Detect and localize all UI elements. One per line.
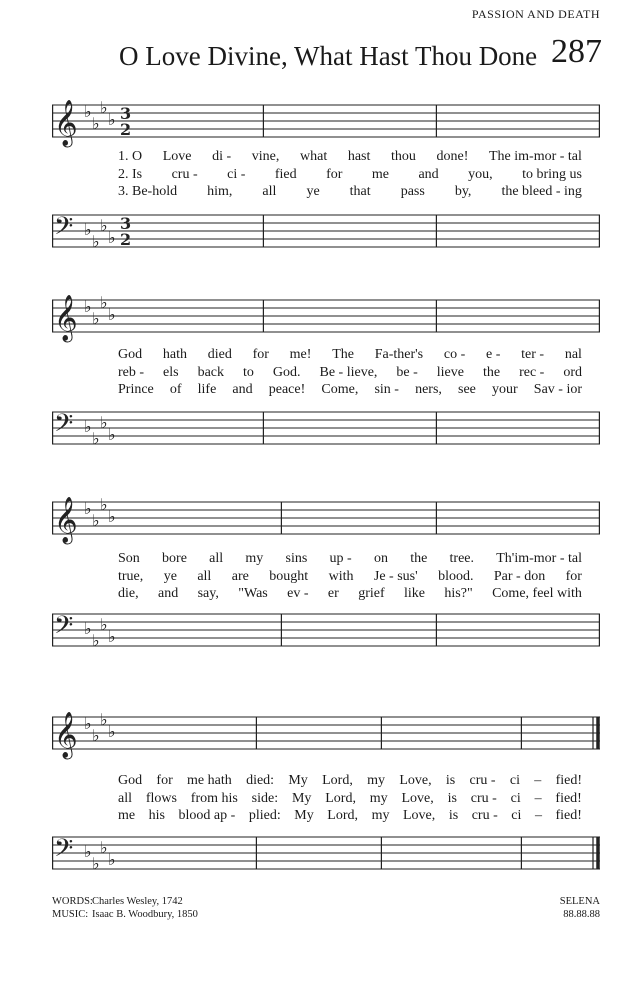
lyric-syllable: Love — [162, 149, 192, 164]
lyric-syllable: My — [294, 808, 314, 823]
lyric-syllable: me! — [289, 347, 312, 362]
lyric-syllable: blood ap - — [178, 808, 236, 823]
lyric-syllable: ci - — [227, 167, 246, 182]
lyric-syllable: Come, — [321, 382, 359, 397]
lyric-syllable: fied! — [555, 791, 582, 806]
meter: 88.88.88 — [563, 909, 600, 920]
flat-icon: ♭ — [108, 228, 116, 247]
lyric-syllable: nal — [564, 347, 582, 362]
bass-clef-icon: 𝄢 — [54, 409, 74, 444]
lyric-syllable: my — [245, 551, 264, 566]
lyric-syllable: is — [445, 773, 456, 788]
lyric-syllable: cru - — [469, 773, 496, 788]
lyric-syllable: is — [447, 791, 457, 806]
flat-icon: ♭ — [92, 429, 100, 448]
lyric-syllable: pass — [400, 184, 425, 199]
verse-3-line-3 — [118, 585, 582, 603]
lyric-syllable: 2. Is — [118, 167, 143, 182]
flat-icon: ♭ — [84, 102, 92, 121]
lyric-syllable: blood. — [438, 569, 474, 584]
flat-icon: ♭ — [108, 507, 116, 526]
flat-icon: ♭ — [92, 726, 100, 745]
lyric-syllable: that — [349, 184, 371, 199]
lyric-syllable: his — [148, 808, 165, 823]
lyric-syllable: me — [371, 167, 389, 182]
lyric-syllable: with — [328, 569, 354, 584]
lyric-syllable: Th'im-mor - tal — [496, 551, 582, 566]
verse-3-line-4 — [118, 807, 582, 825]
lyric-syllable: me hath — [187, 773, 232, 788]
bass-clef-icon: 𝄢 — [54, 212, 74, 247]
treble-clef-icon: 𝄞 — [54, 497, 78, 543]
lyric-syllable: – — [534, 808, 542, 823]
flat-icon: ♭ — [92, 511, 100, 530]
lyric-syllable: Son — [118, 551, 140, 566]
lyric-syllable: Par - don — [493, 569, 546, 584]
lyric-syllable: 1. O — [118, 149, 143, 164]
lyric-syllable: rec - — [519, 365, 545, 380]
flat-icon: ♭ — [100, 293, 108, 312]
lyric-syllable: sins — [285, 551, 308, 566]
lyric-syllable: on — [373, 551, 388, 566]
lyric-syllable: Fa-ther's — [374, 347, 424, 362]
flat-icon: ♭ — [84, 499, 92, 518]
lyric-syllable: Je - sus' — [373, 569, 418, 584]
music-label: MUSIC: — [52, 909, 89, 920]
lyric-syllable: for — [156, 773, 173, 788]
verse-1-line-1 — [118, 148, 582, 166]
lyric-syllable: died — [207, 347, 232, 362]
lyric-syllable: tree. — [449, 551, 475, 566]
flat-icon: ♭ — [84, 297, 92, 316]
flat-icon: ♭ — [92, 114, 100, 133]
bass-staff-system-2 — [52, 402, 600, 462]
flat-icon: ♭ — [108, 110, 116, 129]
lyric-syllable: Lord, — [327, 808, 359, 823]
lyric-syllable: of — [169, 382, 182, 397]
bass-clef-icon: 𝄢 — [54, 611, 74, 646]
lyric-syllable: all — [118, 791, 132, 806]
lyric-syllable: e - — [486, 347, 501, 362]
flat-icon: ♭ — [100, 615, 108, 634]
lyric-syllable: by, — [454, 184, 472, 199]
flat-icon: ♭ — [84, 714, 92, 733]
lyric-syllable: his?" — [444, 586, 473, 601]
lyric-syllable: Come, feel with — [492, 586, 582, 601]
time-signature-top: 3 — [120, 104, 132, 123]
time-signature-bottom: 2 — [120, 230, 132, 249]
music-credit — [52, 908, 198, 921]
lyric-syllable: is — [448, 808, 459, 823]
lyric-syllable: life — [197, 382, 217, 397]
tune-name: SELENA — [559, 896, 600, 907]
lyric-syllable: say, — [197, 586, 219, 601]
lyric-syllable: My — [291, 791, 312, 806]
lyric-syllable: the — [410, 551, 428, 566]
lyric-syllable: up - — [329, 551, 352, 566]
lyric-syllable: ter - — [521, 347, 545, 362]
lyric-syllable: all — [262, 184, 277, 199]
lyric-syllable: Love, — [403, 808, 436, 823]
treble-staff-system-2 — [52, 290, 600, 350]
flat-icon: ♭ — [92, 309, 100, 328]
lyric-syllable: ners, — [415, 382, 442, 397]
lyric-syllable: cru - — [471, 808, 498, 823]
lyric-syllable: you, — [468, 167, 493, 182]
lyric-syllable: plied: — [248, 808, 281, 823]
lyric-syllable: 3. Be-hold — [118, 184, 178, 199]
lyric-syllable: my — [367, 773, 386, 788]
lyric-syllable: cru - — [470, 791, 497, 806]
treble-clef-icon: 𝄞 — [54, 295, 78, 341]
lyric-syllable: to — [243, 365, 254, 380]
lyric-syllable: God — [118, 773, 143, 788]
lyric-syllable: done! — [436, 149, 469, 164]
lyric-syllable: The — [332, 347, 354, 362]
lyric-syllable: ci — [510, 791, 521, 806]
verse-2-line-3 — [118, 568, 582, 586]
bass-staff-system-3 — [52, 604, 600, 664]
lyric-syllable: like — [404, 586, 426, 601]
flat-icon: ♭ — [84, 619, 92, 638]
lyric-syllable: cru - — [171, 167, 198, 182]
lyric-syllable: all — [197, 569, 212, 584]
time-signature-top: 3 — [120, 214, 132, 233]
flat-icon: ♭ — [108, 425, 116, 444]
verse-3-line-2 — [118, 381, 582, 399]
lyric-syllable: Love, — [401, 791, 434, 806]
flat-icon: ♭ — [100, 838, 108, 857]
verse-2-line-4 — [118, 790, 582, 808]
lyric-syllable: sin - — [374, 382, 399, 397]
lyric-syllable: Lord, — [325, 791, 356, 806]
hymn-title: O Love Divine, What Hast Thou Done — [119, 41, 538, 71]
flat-icon: ♭ — [84, 417, 92, 436]
lyric-syllable: side: — [251, 791, 279, 806]
lyric-syllable: God. — [272, 365, 301, 380]
lyric-syllable: back — [197, 365, 225, 380]
lyric-syllable: me — [118, 808, 136, 823]
bass-staff-system-4 — [52, 827, 600, 887]
lyric-syllable: my — [369, 791, 388, 806]
flat-icon: ♭ — [100, 413, 108, 432]
lyric-syllable: to bring us — [522, 167, 582, 182]
lyric-syllable: hast — [347, 149, 371, 164]
words-credit — [52, 895, 183, 908]
lyric-syllable: els — [163, 365, 179, 380]
words-author: Charles Wesley, 1742 — [92, 896, 183, 907]
lyric-syllable: be - — [396, 365, 418, 380]
lyric-syllable: my — [371, 808, 390, 823]
verse-1-line-2 — [118, 346, 582, 364]
lyric-syllable: flows — [145, 791, 177, 806]
lyric-syllable: reb - — [118, 365, 145, 380]
lyric-syllable: The im-mor - tal — [489, 149, 582, 164]
treble-clef-icon: 𝄞 — [54, 100, 78, 146]
flat-icon: ♭ — [92, 232, 100, 251]
lyric-syllable: ye — [306, 184, 320, 199]
lyric-syllable: Sav - ior — [533, 382, 582, 397]
flat-icon: ♭ — [92, 854, 100, 873]
lyric-syllable: vine, — [251, 149, 280, 164]
lyric-syllable: fied — [274, 167, 297, 182]
flat-icon: ♭ — [84, 842, 92, 861]
lyric-syllable: and — [232, 382, 253, 397]
lyric-syllable: for — [565, 569, 582, 584]
lyric-syllable: ci — [511, 808, 522, 823]
bass-clef-icon: 𝄢 — [54, 834, 74, 869]
hymn-number: 287 — [551, 33, 602, 70]
lyric-syllable: see — [458, 382, 476, 397]
treble-staff-system-4 — [52, 707, 600, 767]
lyric-syllable: Lord, — [322, 773, 353, 788]
flat-icon: ♭ — [100, 495, 108, 514]
lyric-syllable: bore — [162, 551, 187, 566]
treble-staff-system-1 — [52, 95, 600, 155]
lyric-syllable: died: — [246, 773, 275, 788]
flat-icon: ♭ — [100, 98, 108, 117]
lyric-syllable: what — [300, 149, 328, 164]
verse-2-line-1 — [118, 166, 582, 184]
lyric-syllable: – — [534, 791, 542, 806]
flat-icon: ♭ — [108, 305, 116, 324]
time-signature-bottom: 2 — [120, 120, 132, 139]
flat-icon: ♭ — [84, 220, 92, 239]
lyric-syllable: your — [492, 382, 518, 397]
lyric-syllable: and — [418, 167, 439, 182]
lyric-syllable: the bleed - ing — [501, 184, 582, 199]
words-label: WORDS: — [52, 896, 93, 907]
lyric-syllable: ord — [563, 365, 582, 380]
lyric-syllable: co - — [443, 347, 466, 362]
lyric-syllable: ev - — [287, 586, 309, 601]
lyric-syllable: hath — [162, 347, 187, 362]
treble-staff-system-3 — [52, 492, 600, 552]
flat-icon: ♭ — [108, 722, 116, 741]
verse-1-line-3 — [118, 550, 582, 568]
flat-icon: ♭ — [108, 627, 116, 646]
lyric-syllable: My — [288, 773, 308, 788]
lyric-syllable: fied! — [555, 808, 582, 823]
lyric-syllable: "Was — [238, 586, 268, 601]
lyric-syllable: er — [327, 586, 339, 601]
lyric-syllable: the — [482, 365, 501, 380]
lyric-syllable: peace! — [268, 382, 306, 397]
lyric-syllable: all — [209, 551, 224, 566]
flat-icon: ♭ — [92, 631, 100, 650]
lyric-syllable: die, — [118, 586, 139, 601]
lyric-syllable: from his — [190, 791, 238, 806]
lyric-syllable: thou — [391, 149, 416, 164]
lyric-syllable: God — [118, 347, 143, 362]
bass-staff-system-1 — [52, 205, 600, 265]
lyric-syllable: grief — [358, 586, 385, 601]
lyric-syllable: bought — [269, 569, 309, 584]
lyric-syllable: Prince — [118, 382, 154, 397]
lyric-syllable: – — [534, 773, 542, 788]
flat-icon: ♭ — [100, 710, 108, 729]
music-composer: Isaac B. Woodbury, 1850 — [92, 909, 198, 920]
lyric-syllable: for — [252, 347, 269, 362]
lyric-syllable: for — [326, 167, 343, 182]
lyric-syllable: Be - lieve, — [319, 365, 378, 380]
lyric-syllable: true, — [118, 569, 144, 584]
verse-1-line-4 — [118, 772, 582, 790]
lyric-syllable: are — [231, 569, 249, 584]
lyric-syllable: ci — [509, 773, 520, 788]
lyric-syllable: Love, — [399, 773, 432, 788]
verse-3-line-1 — [118, 183, 582, 201]
treble-clef-icon: 𝄞 — [54, 712, 78, 758]
lyric-syllable: fied! — [555, 773, 582, 788]
verse-2-line-2 — [118, 364, 582, 382]
lyric-syllable: di - — [212, 149, 232, 164]
flat-icon: ♭ — [108, 850, 116, 869]
lyric-syllable: lieve — [436, 365, 464, 380]
flat-icon: ♭ — [100, 216, 108, 235]
lyric-syllable: ye — [163, 569, 177, 584]
lyric-syllable: him, — [207, 184, 233, 199]
lyric-syllable: and — [158, 586, 179, 601]
section-label: PASSION AND DEATH — [471, 7, 600, 21]
